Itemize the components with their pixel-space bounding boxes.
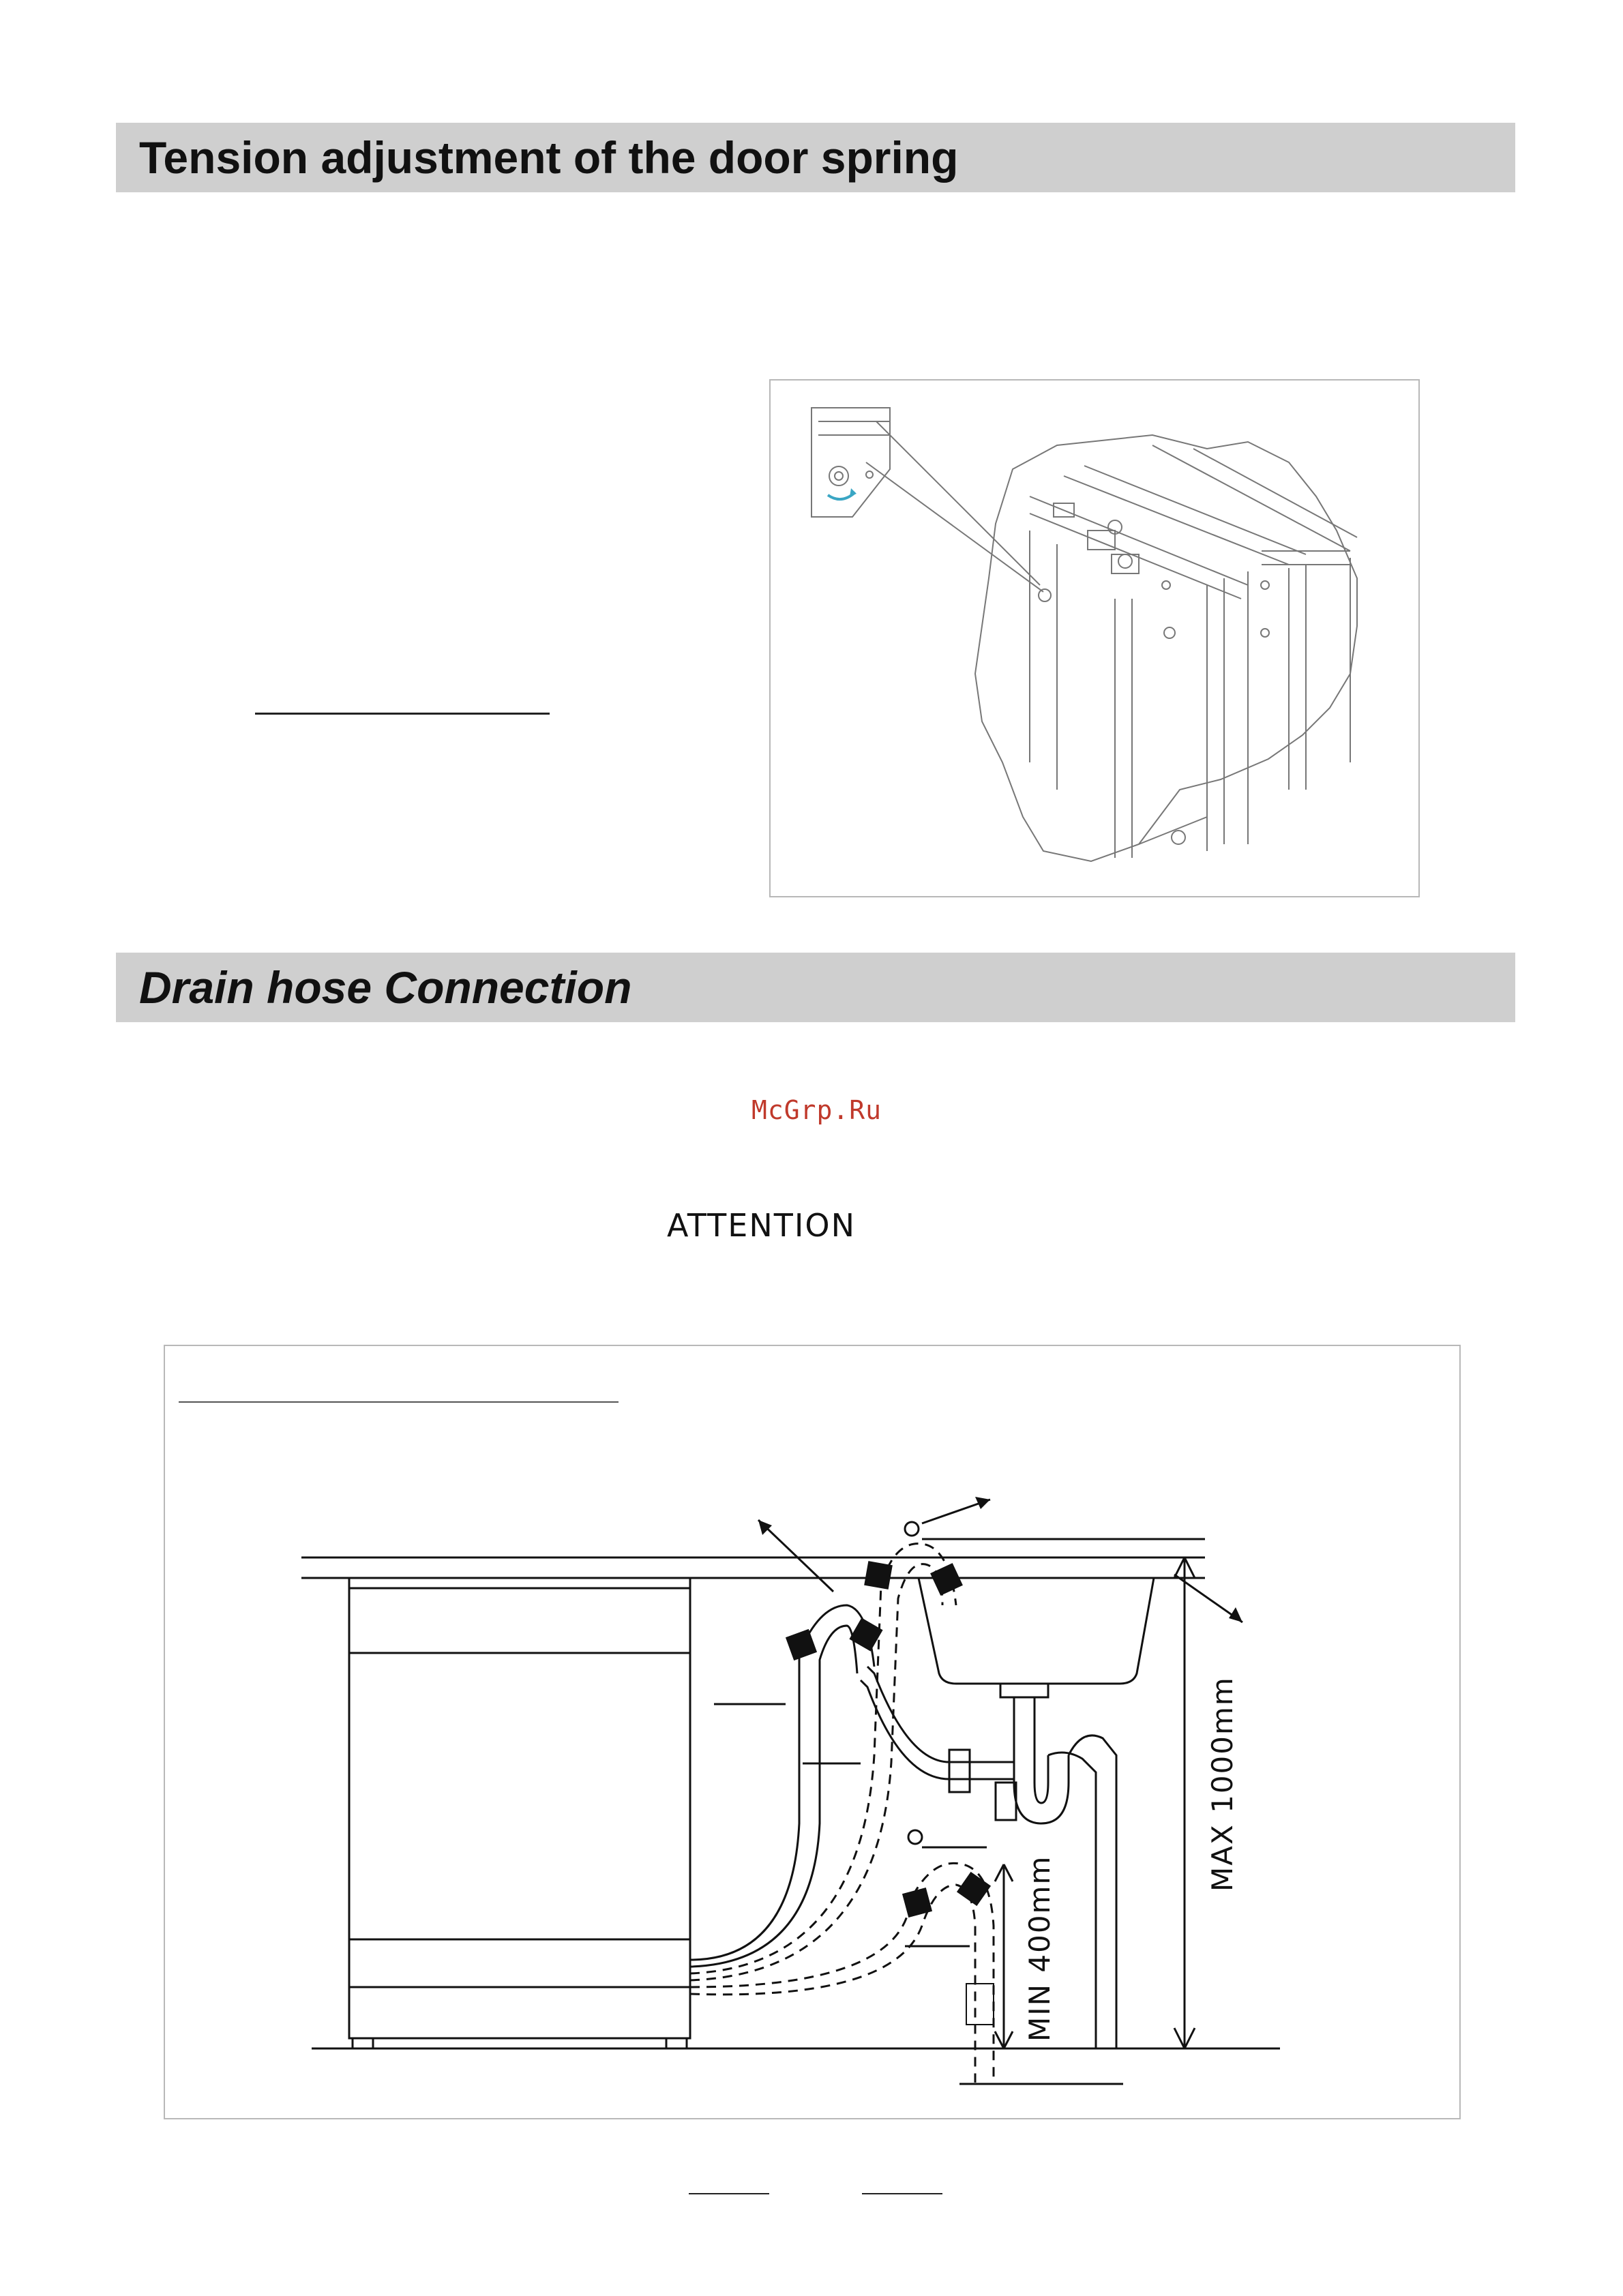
section-header-tension bbox=[116, 123, 1515, 192]
footer-rule bbox=[862, 2193, 942, 2194]
door-spring-drawing bbox=[771, 381, 1421, 899]
watermark: McGrp.Ru bbox=[751, 1095, 882, 1125]
max-height-label: MAX 1000mm bbox=[1206, 1676, 1239, 1892]
drain-hose-drawing bbox=[165, 1346, 1462, 2121]
footer-rule bbox=[689, 2193, 769, 2194]
section-title: Tension adjustment of the door spring bbox=[139, 132, 959, 183]
section-title: Drain hose Connection bbox=[139, 962, 632, 1013]
drain-hose-illustration bbox=[164, 1345, 1461, 2119]
section-header-drain bbox=[116, 953, 1515, 1022]
min-height-label: MIN 400mm bbox=[1023, 1855, 1056, 2042]
attention-heading: ATTENTION bbox=[667, 1207, 857, 1244]
text-underline bbox=[255, 713, 550, 715]
door-spring-illustration bbox=[769, 379, 1420, 897]
